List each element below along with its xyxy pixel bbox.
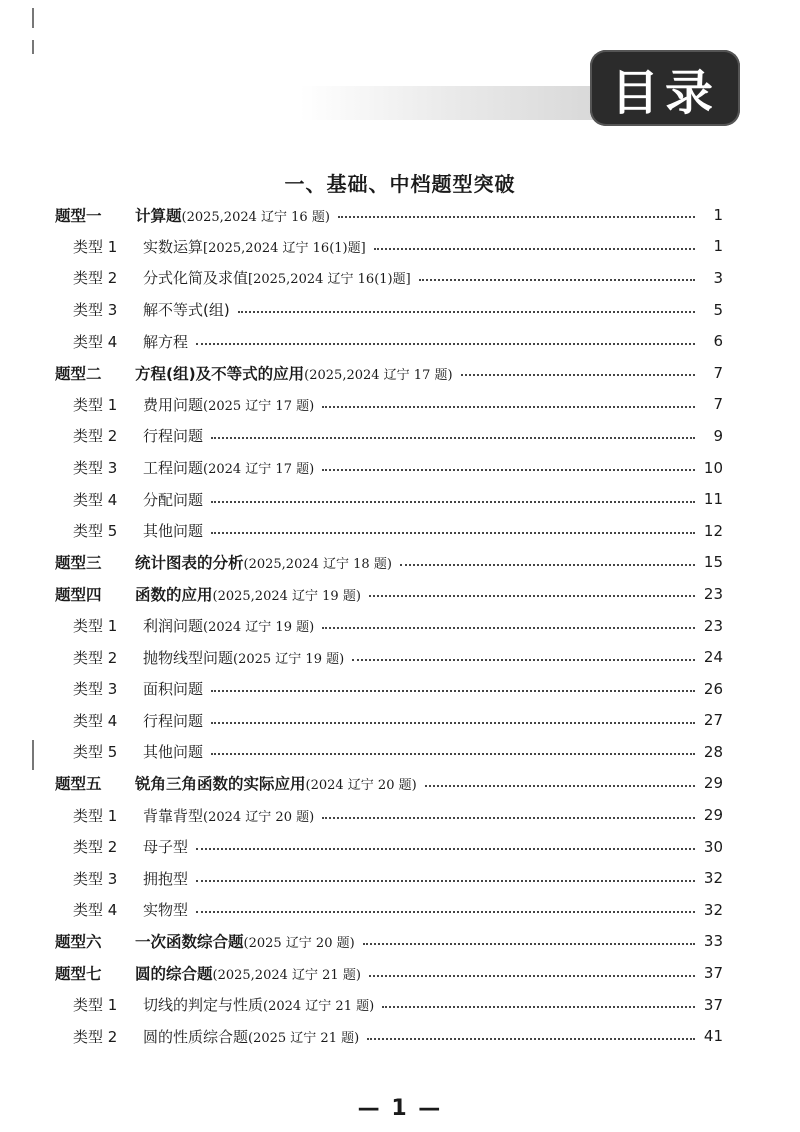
scan-mark: [32, 40, 34, 54]
toc-entry[interactable]: [55, 357, 723, 389]
toc-page-number: 28: [703, 742, 723, 761]
toc-subentry[interactable]: [55, 325, 723, 357]
toc-entry-note: (2025,2024 辽宁 17 题): [304, 367, 453, 383]
dotted-leader: [238, 310, 695, 313]
toc-page-number: 27: [703, 711, 723, 730]
toc-page-number: 29: [703, 806, 723, 825]
toc-entry-label: 类型 2: [73, 648, 118, 667]
scan-mark: [32, 8, 34, 28]
toc-entry-note: (2024 辽宁 20 题): [203, 809, 315, 825]
toc-entry-label: 题型四: [55, 585, 102, 604]
toc-entry-title: [143, 615, 314, 636]
toc-entry-label: 题型七: [55, 965, 102, 984]
toc-entry-note: (2025,2024 辽宁 18 题): [243, 557, 392, 573]
toc-page-number: 6: [713, 332, 723, 351]
toc-entry-label: 类型 4: [73, 711, 118, 730]
toc-entry-label: 类型 1: [73, 617, 118, 636]
dotted-leader: [363, 942, 695, 945]
toc-entry[interactable]: [55, 199, 723, 231]
toc-page-number: 10: [703, 458, 723, 477]
toc-page-number: 1: [713, 205, 723, 224]
dotted-leader: [211, 689, 695, 692]
toc-subentry[interactable]: [55, 641, 723, 673]
toc-entry-title-text: 一次函数综合题: [135, 933, 244, 952]
toc-page-number: 23: [703, 584, 723, 603]
toc-subentry[interactable]: [55, 1020, 723, 1052]
dotted-leader: [322, 816, 695, 819]
toc-entry-title: [143, 836, 188, 857]
toc-entry-note: (2025 辽宁 20 题): [243, 936, 355, 952]
toc-entry-label: 类型 2: [73, 269, 118, 288]
toc-entry-title-text: 方程(组)及不等式的应用: [135, 364, 305, 383]
toc-subentry[interactable]: [55, 515, 723, 547]
toc-subentry[interactable]: [55, 389, 723, 421]
dotted-leader: [369, 594, 695, 597]
toc-entry-title-text: 切线的判定与性质: [143, 996, 264, 1015]
toc-entry-title-text: 实数运算: [143, 237, 204, 256]
toc-subentry[interactable]: [55, 294, 723, 326]
toc-entry-note: (2025 辽宁 19 题): [233, 651, 345, 667]
toc-page-number: 24: [703, 648, 723, 667]
toc-subentry[interactable]: [55, 262, 723, 294]
toc-entry-title: [143, 868, 188, 889]
toc-entry-title: [143, 520, 203, 541]
toc-entry-title-text: 行程问题: [143, 427, 204, 446]
toc-page-number: 32: [703, 869, 723, 888]
dotted-leader: [461, 373, 695, 376]
toc-entry-title: [143, 805, 314, 826]
dotted-leader: [374, 247, 695, 250]
toc-page-number: 15: [703, 553, 723, 572]
toc-entry-title-text: 圆的性质综合题: [143, 1027, 249, 1046]
toc-entry-label: 类型 4: [73, 332, 118, 351]
toc-page-number: 3: [713, 268, 723, 287]
toc-entry-title-text: 行程问题: [143, 711, 204, 730]
dotted-leader: [211, 721, 695, 724]
toc-subentry[interactable]: [55, 831, 723, 863]
toc-entry-note: (2024 辽宁 19 题): [203, 620, 315, 636]
toc-entry-title: [143, 457, 314, 478]
toc-entry-note: (2025,2024 辽宁 21 题): [212, 968, 361, 984]
dotted-leader: [211, 752, 695, 755]
toc-header-title: 目录: [590, 50, 740, 126]
toc-entry-title: [143, 994, 374, 1015]
toc-entry-title: [143, 1026, 359, 1047]
toc-entry[interactable]: [55, 926, 723, 958]
toc-entry[interactable]: [55, 768, 723, 800]
toc-entry-title-text: 计算题: [135, 206, 182, 225]
toc-subentry[interactable]: [55, 452, 723, 484]
toc-entry-title: [143, 394, 314, 415]
toc-entry-label: 类型 3: [73, 459, 118, 478]
toc-entry-title-text: 分式化简及求值: [143, 269, 249, 288]
toc-entry-title-text: 抛物线型问题: [143, 648, 234, 667]
toc-page-number: 26: [703, 679, 723, 698]
toc-subentry[interactable]: [55, 705, 723, 737]
scan-mark: [32, 740, 34, 770]
dotted-leader: [196, 879, 695, 882]
toc-page-number: 32: [703, 900, 723, 919]
toc-entry-note: (2024 辽宁 17 题): [203, 462, 315, 478]
toc-subentry[interactable]: [55, 799, 723, 831]
toc-entry-title: [143, 267, 411, 288]
dotted-leader: [352, 658, 695, 661]
toc-entry-title-text: 实物型: [143, 901, 189, 920]
toc-entry-label: 类型 5: [73, 522, 118, 541]
toc-page-number: 23: [703, 616, 723, 635]
toc-subentry[interactable]: [55, 231, 723, 263]
toc-entry-label: 类型 3: [73, 869, 118, 888]
toc-entry-title: [143, 647, 344, 668]
toc-page-number: 1: [713, 237, 723, 256]
toc-entry-title-text: 其他问题: [143, 522, 204, 541]
toc-entry-title: [143, 678, 203, 699]
toc-entry-label: 类型 2: [73, 1027, 118, 1046]
toc-entry-note: (2025,2024 辽宁 19 题): [212, 588, 361, 604]
toc-entry-title-text: 圆的综合题: [135, 965, 213, 984]
toc-entry-title-text: 解方程: [143, 332, 189, 351]
toc-entry-note: [2025,2024 辽宁 16(1)题]: [203, 240, 366, 256]
dotted-leader: [322, 405, 695, 408]
toc-entry[interactable]: [55, 547, 723, 579]
toc-entry-title: [143, 899, 188, 920]
dotted-leader: [196, 910, 695, 913]
toc-entry-label: 类型 1: [73, 806, 118, 825]
toc-entry-title: [143, 489, 203, 510]
dotted-leader: [400, 563, 695, 566]
toc-subentry[interactable]: [55, 862, 723, 894]
toc-entry-title-text: 拥抱型: [143, 869, 189, 888]
toc-page-number: 41: [703, 1027, 723, 1046]
toc-entry-note: (2024 辽宁 20 题): [305, 778, 417, 794]
page-number: — 1 —: [357, 1096, 443, 1121]
toc-subentry[interactable]: [55, 736, 723, 768]
toc-entry-title-text: 其他问题: [143, 743, 204, 762]
toc-entry-label: 类型 1: [73, 395, 118, 414]
toc-page-number: 9: [713, 426, 723, 445]
toc-entry-title: [135, 362, 453, 384]
toc-entry-label: 题型一: [55, 206, 102, 225]
toc-page-number: 37: [703, 995, 723, 1014]
toc-entry-label: 题型五: [55, 775, 102, 794]
toc-entry-title-text: 锐角三角函数的实际应用: [135, 775, 306, 794]
toc-entry-label: 题型六: [55, 933, 102, 952]
toc-entry-title: [135, 583, 361, 605]
dotted-leader: [367, 1037, 695, 1040]
toc-subentry[interactable]: [55, 989, 723, 1021]
toc-entry-label: 类型 2: [73, 427, 118, 446]
toc-entry-title: [143, 331, 188, 352]
toc-entry-label: 类型 5: [73, 743, 118, 762]
dotted-leader: [338, 215, 695, 218]
toc-entry-label: 类型 1: [73, 996, 118, 1015]
toc-entry-title: [143, 710, 203, 731]
dotted-leader: [196, 847, 695, 850]
toc-entry-title: [135, 962, 361, 984]
toc-entry-note: [2025,2024 辽宁 16(1)题]: [248, 272, 411, 288]
toc-entry-title-text: 利润问题: [143, 617, 204, 636]
toc-entry-title-text: 面积问题: [143, 680, 204, 699]
toc-entry-title: [135, 772, 417, 794]
toc-entry-label: 类型 1: [73, 237, 118, 256]
toc-entry-note: (2025 辽宁 21 题): [248, 1030, 360, 1046]
toc-subentry[interactable]: [55, 894, 723, 926]
section-title: 一、基础、中档题型突破: [284, 172, 516, 196]
toc-entry-title: [143, 741, 203, 762]
toc-entry-note: (2025,2024 辽宁 16 题): [181, 209, 330, 225]
toc-entry-title-text: 母子型: [143, 838, 189, 857]
dotted-leader: [211, 531, 695, 534]
toc-page-number: 33: [703, 932, 723, 951]
dotted-leader: [322, 626, 695, 629]
toc-entry-label: 题型二: [55, 364, 102, 383]
dotted-leader: [322, 468, 695, 471]
toc-entry-title-text: 费用问题: [143, 395, 204, 414]
toc-page-number: 7: [713, 363, 723, 382]
toc-subentry[interactable]: [55, 420, 723, 452]
dotted-leader: [369, 974, 695, 977]
toc-page-number: 30: [703, 837, 723, 856]
toc-entry-note: (2024 辽宁 21 题): [263, 999, 375, 1015]
toc-page-number: 37: [703, 964, 723, 983]
toc-entry-label: 题型三: [55, 554, 102, 573]
header-band: [300, 86, 600, 120]
toc-entry-title-text: 函数的应用: [135, 585, 213, 604]
toc-entry-title-text: 工程问题: [143, 459, 204, 478]
toc-page-number: 11: [703, 490, 723, 509]
toc-subentry[interactable]: [55, 483, 723, 515]
toc-page-number: 7: [713, 395, 723, 414]
toc-entry-title-text: 统计图表的分析: [135, 554, 244, 573]
toc-entry-title: [143, 425, 203, 446]
toc-entry-title-text: 解不等式(组): [143, 301, 230, 320]
toc-entry-label: 类型 3: [73, 680, 118, 699]
toc-entry-title-text: 分配问题: [143, 490, 204, 509]
toc-entry[interactable]: [55, 578, 723, 610]
toc-entry-label: 类型 4: [73, 901, 118, 920]
toc-entry-label: 类型 4: [73, 490, 118, 509]
table-of-contents: [55, 199, 723, 1052]
toc-subentry[interactable]: [55, 673, 723, 705]
toc-entry-title: [135, 551, 392, 573]
toc-entry-note: (2025 辽宁 17 题): [203, 398, 315, 414]
toc-page-number: 5: [713, 300, 723, 319]
toc-subentry[interactable]: [55, 610, 723, 642]
toc-entry-title: [135, 930, 355, 952]
toc-entry[interactable]: [55, 957, 723, 989]
dotted-leader: [211, 500, 695, 503]
dotted-leader: [382, 1005, 695, 1008]
toc-entry-label: 类型 2: [73, 838, 118, 857]
dotted-leader: [211, 436, 695, 439]
toc-page-number: 12: [703, 521, 723, 540]
toc-entry-title-text: 背靠背型: [143, 806, 204, 825]
toc-entry-label: 类型 3: [73, 301, 118, 320]
toc-entry-title: [143, 236, 366, 257]
toc-entry-title: [143, 299, 230, 320]
dotted-leader: [425, 784, 695, 787]
dotted-leader: [419, 278, 695, 281]
dotted-leader: [196, 342, 695, 345]
toc-entry-title: [135, 204, 330, 226]
toc-page-number: 29: [703, 774, 723, 793]
